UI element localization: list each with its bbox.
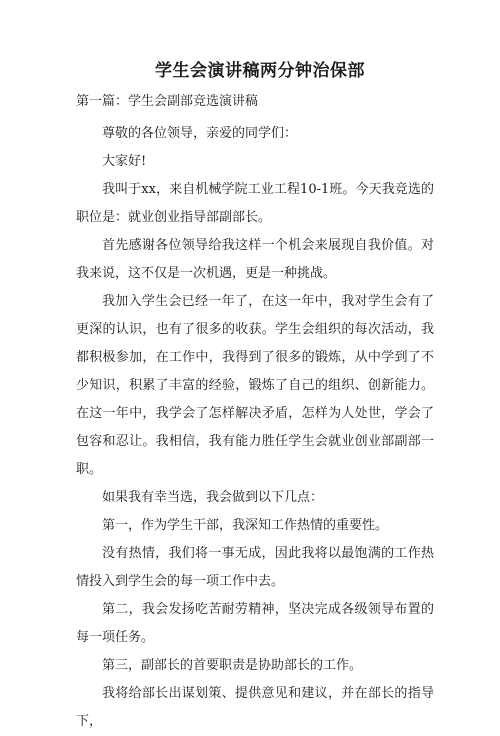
paragraph-introduction: 我叫于xx，来自机械学院工业工程10-1班。今天我竞选的职位是：就业创业指导部副部长。 xyxy=(76,182,434,225)
paragraph-point-three: 第三，副部长的首要职责是协助部长的工作。 xyxy=(102,658,363,673)
document-title: 学生会演讲稿两分钟治保部 xyxy=(155,61,365,81)
paragraph-enthusiasm: 没有热情，我们将一事无成，因此我将以最饱满的工作热情投入到学生会的每一项工作中去。 xyxy=(76,546,434,589)
paragraph-greeting: 大家好! xyxy=(102,154,147,169)
paragraph-promise-intro: 如果我有幸当选，我会做到以下几点： xyxy=(102,490,324,505)
paragraph-point-two: 第二，我会发扬吃苦耐劳精神，坚决完成各级领导布置的每一项任务。 xyxy=(76,602,434,645)
paragraph-point-one: 第一，作为学生干部，我深知工作热情的重要性。 xyxy=(102,518,389,533)
paragraph-assist: 我将给部长出谋划策、提供意见和建议，并在部长的指导下， xyxy=(76,686,434,729)
paragraph-experience: 我加入学生会已经一年了，在这一年中，我对学生会有了更深的认识，也有了很多的收获。学生会组织的每次活动，我都积极参加，在工作中，我得到了很多的锻炼，从中学到了不少知识，积累了丰富的经验，锻炼了自己的组织、创新能力。在这一年中，我学会了怎样解决矛盾，怎样为人处世，学会了包容和忍让。我相信，我有能力胜任学生会就业创业部副部一职。 xyxy=(76,294,434,477)
paragraph-salutation: 尊敬的各位领导，亲爱的同学们： xyxy=(102,126,298,141)
document-subtitle: 第一篇：学生会副部竞选演讲稿 xyxy=(76,94,259,109)
paragraph-thanks: 首先感谢各位领导给我这样一个机会来展现自我价值。对我来说，这不仅是一次机遇，更是一种挑战。 xyxy=(76,238,434,281)
